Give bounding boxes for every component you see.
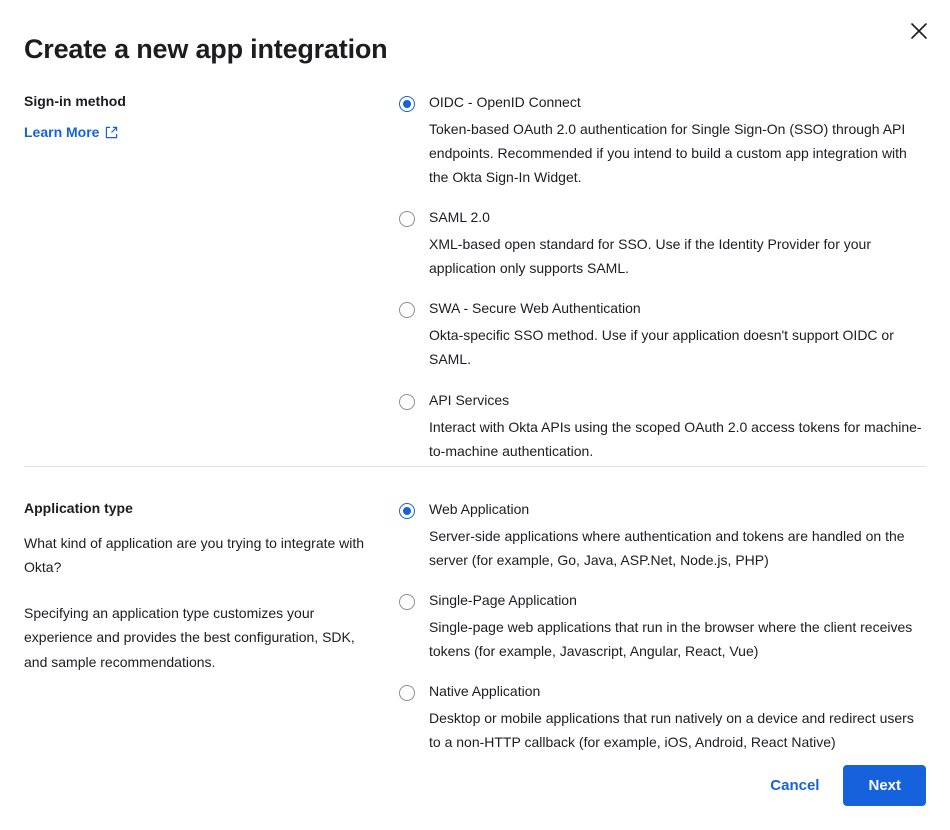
signin-method-label: Sign-in method [24, 93, 126, 109]
radio-option-swa[interactable] [399, 298, 926, 371]
learn-more-label: Learn More [24, 124, 100, 141]
close-icon[interactable] [906, 18, 932, 44]
radio-indicator[interactable] [399, 394, 415, 410]
signin-method-section [24, 92, 926, 463]
radio-indicator[interactable] [399, 211, 415, 227]
radio-option-saml[interactable] [399, 207, 926, 280]
radio-description: Interact with Okta APIs using the scoped OAuth 2.0 access tokens for machine-to-machine authentication. [429, 418, 922, 459]
signin-method-left [24, 92, 394, 142]
signin-method-options [394, 92, 926, 463]
radio-description: Okta-specific SSO method. Use if your application doesn't support OIDC or SAML. [429, 327, 894, 368]
radio-indicator[interactable] [399, 503, 415, 519]
radio-description: XML-based open standard for SSO. Use if the Identity Provider for your application only supports SAML. [429, 236, 871, 277]
radio-description: Desktop or mobile applications that run natively on a device and redirect users to a non-HTTP callback (for example, iOS, Android, React Native) [429, 710, 914, 751]
application-type-description-1: What kind of application are you trying to integrate with Okta? [24, 535, 365, 576]
radio-label: Web Application [429, 501, 530, 517]
page-title: Create a new app integration [24, 34, 388, 64]
application-type-description-2: Specifying an application type customizes your experience and provides the best configuration, SDK, and sample recommendations. [24, 605, 355, 670]
section-divider [24, 466, 926, 467]
application-type-label: Application type [24, 500, 133, 516]
close-icon-glyph [910, 22, 928, 40]
radio-label: SWA - Secure Web Authentication [429, 300, 641, 317]
radio-label: SAML 2.0 [429, 209, 490, 226]
radio-option-native-application[interactable] [399, 681, 926, 754]
radio-label: Single-Page Application [429, 592, 577, 609]
radio-option-oidc[interactable] [399, 92, 926, 189]
radio-indicator[interactable] [399, 594, 415, 610]
radio-indicator[interactable] [399, 685, 415, 701]
dialog-footer [764, 765, 926, 806]
radio-label: Native Application [429, 683, 541, 700]
radio-indicator[interactable] [399, 96, 415, 112]
radio-label: OIDC - OpenID Connect [429, 94, 581, 110]
radio-option-api-services[interactable] [399, 390, 926, 463]
application-type-left [24, 499, 394, 674]
radio-description: Token-based OAuth 2.0 authentication for Single Sign-On (SSO) through API endpoints. Recommended if you intend to build a custom app integration with the Okta Sign-In Widget. [429, 121, 907, 186]
radio-option-web-application[interactable] [399, 499, 926, 572]
application-type-section [24, 499, 926, 754]
radio-description: Single-page web applications that run in the browser where the client receives tokens (for example, Javascript, Angular, React, Vue) [429, 619, 913, 660]
application-type-options [394, 499, 926, 754]
radio-indicator[interactable] [399, 302, 415, 318]
external-link-icon [105, 126, 118, 139]
learn-more-link[interactable] [24, 124, 118, 140]
radio-option-single-page-application[interactable] [399, 590, 926, 663]
radio-label: API Services [429, 391, 510, 408]
radio-description: Server-side applications where authentication and tokens are handled on the server (for example, Go, Java, ASP.Net, Node.js, PHP) [429, 528, 905, 569]
cancel-button[interactable]: Cancel [764, 769, 825, 802]
next-button[interactable]: Next [843, 765, 926, 806]
